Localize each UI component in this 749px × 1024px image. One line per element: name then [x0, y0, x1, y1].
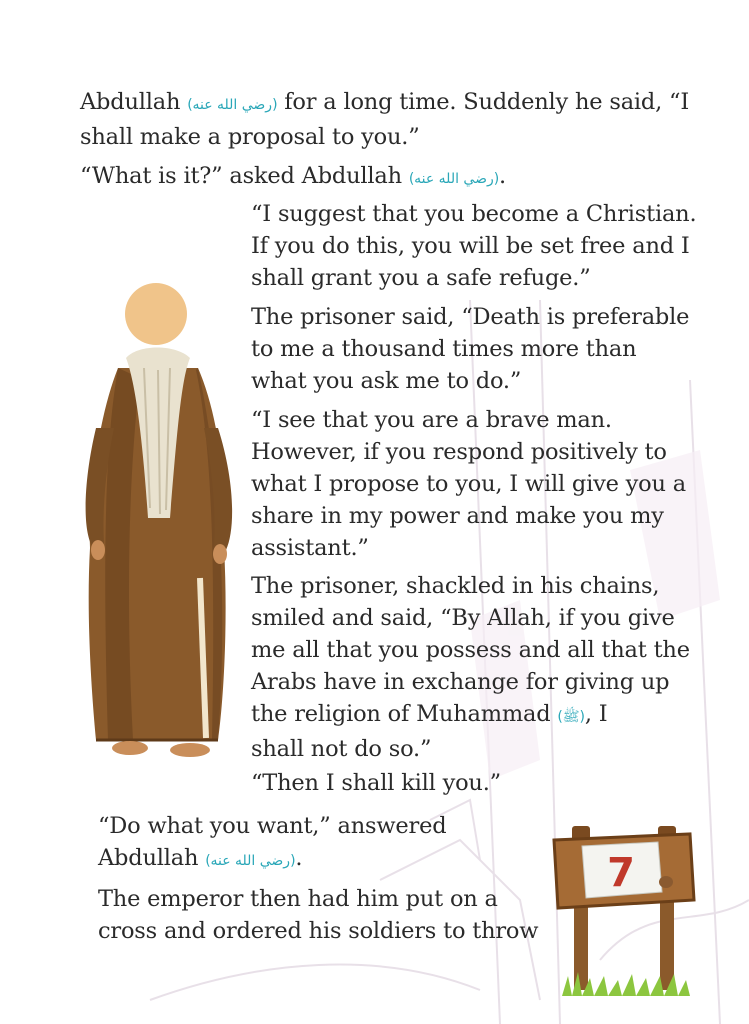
robed-man-illustration [78, 278, 240, 768]
text-fragment: . [295, 845, 303, 871]
text-line: Arabs have in exchange for giving up [251, 669, 670, 695]
text-line: shall make a proposal to you.” [80, 124, 420, 150]
text-line: The emperor then had him put on a [98, 886, 498, 912]
paragraph-9 [98, 883, 538, 947]
text-line: “I see that you are a brave man. [251, 407, 612, 433]
paragraph-5 [251, 404, 686, 564]
honorific-glyph: (رضي الله عنه) [187, 97, 278, 113]
text-fragment: Abdullah [98, 845, 199, 871]
text-line: “I suggest that you become a Christian. [251, 201, 697, 227]
text-fragment: , I [584, 701, 608, 727]
text-line: The prisoner, shackled in his chains, [251, 573, 660, 599]
text-line: However, if you respond positively to [251, 439, 667, 465]
text-line: The prisoner said, “Death is preferable [251, 304, 690, 330]
paragraph-3 [251, 198, 696, 294]
paragraph-4 [251, 301, 689, 397]
paragraph-2 [80, 160, 506, 195]
text-line: cross and ordered his soldiers to throw [98, 918, 539, 944]
text-line: share in my power and make you my [251, 503, 664, 529]
paragraph-6 [251, 570, 690, 765]
text-line: what I propose to you, I will give you a [251, 471, 686, 497]
text-line: shall not do so.” [251, 736, 432, 762]
text-line: smiled and said, “By Allah, if you give [251, 605, 675, 631]
text-line: assistant.” [251, 535, 369, 561]
text-fragment: “What is it?” asked Abdullah [80, 163, 402, 189]
page-number: 7 [607, 850, 635, 896]
text-fragment: for a long time. Suddenly he said, “I [284, 89, 690, 115]
paragraph-8 [98, 810, 446, 877]
text-line: shall grant you a safe refuge.” [251, 265, 591, 291]
honorific-glyph: (رضي الله عنه) [408, 171, 500, 187]
honorific-glyph: (رضي الله عنه) [205, 853, 296, 869]
honorific-prophet-glyph: (ﷺ) [557, 709, 585, 725]
text-line: “Do what you want,” answered [98, 813, 447, 839]
text-line: If you do this, you will be set free and I [251, 233, 690, 259]
paragraph-1 [80, 86, 689, 153]
text-line: “Then I shall kill you.” [251, 770, 501, 796]
text-line: me all that you possess and all that the [251, 637, 690, 663]
text-line: to me a thousand times more than [251, 336, 637, 362]
text-line: what you ask me to do.” [251, 368, 522, 394]
text-fragment: . [499, 163, 506, 189]
text-fragment: the religion of Muhammad [251, 701, 551, 727]
paragraph-7 [251, 767, 501, 799]
text-fragment: Abdullah [80, 89, 181, 115]
